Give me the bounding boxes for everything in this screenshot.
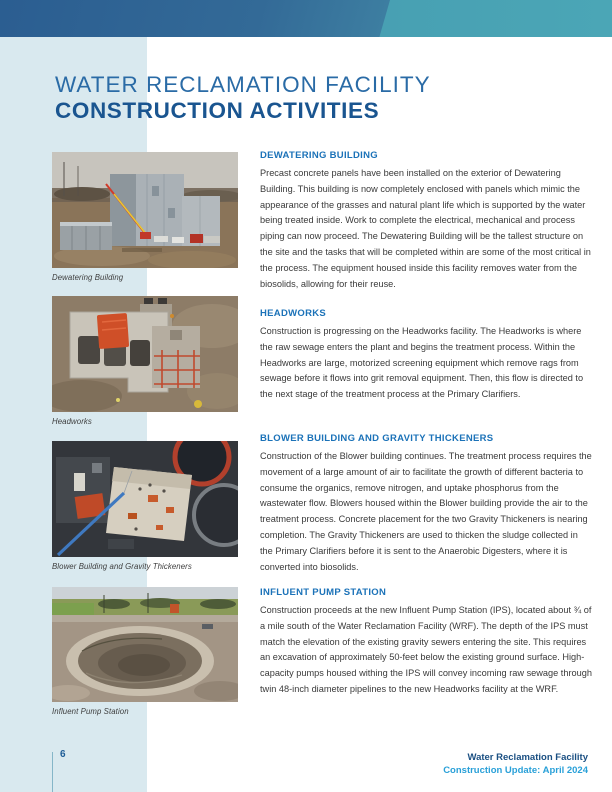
photo-dewatering-building [52,152,238,268]
footer-org-name: Water Reclamation Facility [467,752,588,763]
photo-blower-building-gravity-thickeners [52,441,238,557]
section-body: Construction is progressing on the Headworks facility. The Headworks is where the raw sewage enters the plant and begins the treatment process. Within the Headworks are large, motorized screening equipment which remove rags from sewage before it flows into grit removal equipment. Then, this flow is directed to the next stage of the treatment process at the Primary Clarifiers. [260,326,584,400]
photo-influent-pump-station [52,587,238,702]
figure-blower-gravity-thickeners [52,441,238,571]
section-heading: INFLUENT PUMP STATION [260,587,387,598]
section-body: Construction of the Blower building continues. The treatment process requires the movement of a large amount of air to facilitate the growth of different bacteria to consume the organics, remove nitrogen, and uptake phosphorus from the wastewater flow. Blowers housed within the Blower building provide the air to the treatment process. Concrete placement for the two Gravity Thickeners is nearing completion. The Gravity Thickeners are used to thicken the sludge collected in the Primary Clarifiers before it is sent to the Anaerobic Digesters, where it is converted into biosolids. [260,451,592,572]
page-title [55,72,555,124]
footer-right-block [443,751,588,777]
top-gradient-bar [0,0,612,37]
section-heading: BLOWER BUILDING AND GRAVITY THICKENERS [260,433,494,444]
footer-update-label: Construction Update: April 2024 [443,765,588,776]
figure-caption: Blower Building and Gravity Thickeners [52,562,192,571]
section-body: Construction proceeds at the new Influent Pump Station (IPS), located about ¾ of a mile south of the Water Reclamation Facility (WRF). The depth of the IPS must match the elevation of the existing gravity sewers entering the site. This requires an excavation of approximately 50-feet below the existing ground surface. High-capacity pumps housed withing the IPS will convey incoming raw sewage through twin 48-inch diameter pipelines to the new Headworks facility at the WRF. [260,605,592,694]
page-title-line2: CONSTRUCTION ACTIVITIES [55,98,380,123]
figure-influent-pump-station [52,587,238,716]
section-body: Precast concrete panels have been installed on the exterior of Dewatering Building. This building is now completely enclosed with panels which mimic the appearance of the grasses and natural plant life which is supported by the water being treated inside. Work to complete the electrical, mechanical and process piping can now proceed. The Dewatering Building will be the tallest structure on the site and the tasks that will be completed within are some of the most critical in the process. The equipment housed inside this facility removes water from the biosolids, allowing for their reuse. [260,168,591,289]
figure-caption: Influent Pump Station [52,707,129,716]
footer-divider-line [52,752,53,792]
page-title-line1: WATER RECLAMATION FACILITY [55,72,431,97]
section-blower-gravity-thickeners [260,433,592,575]
section-heading: HEADWORKS [260,308,327,319]
section-influent-pump-station [260,587,592,698]
top-gradient-bar-dark-segment [0,0,390,37]
photo-headworks [52,296,238,412]
page-number: 6 [60,749,66,760]
figure-dewatering-building [52,152,238,282]
section-dewatering-building [260,150,592,292]
figure-headworks [52,296,238,426]
section-heading: DEWATERING BUILDING [260,150,378,161]
section-headworks [260,308,592,403]
figure-caption: Headworks [52,417,92,426]
figure-caption: Dewatering Building [52,273,124,282]
